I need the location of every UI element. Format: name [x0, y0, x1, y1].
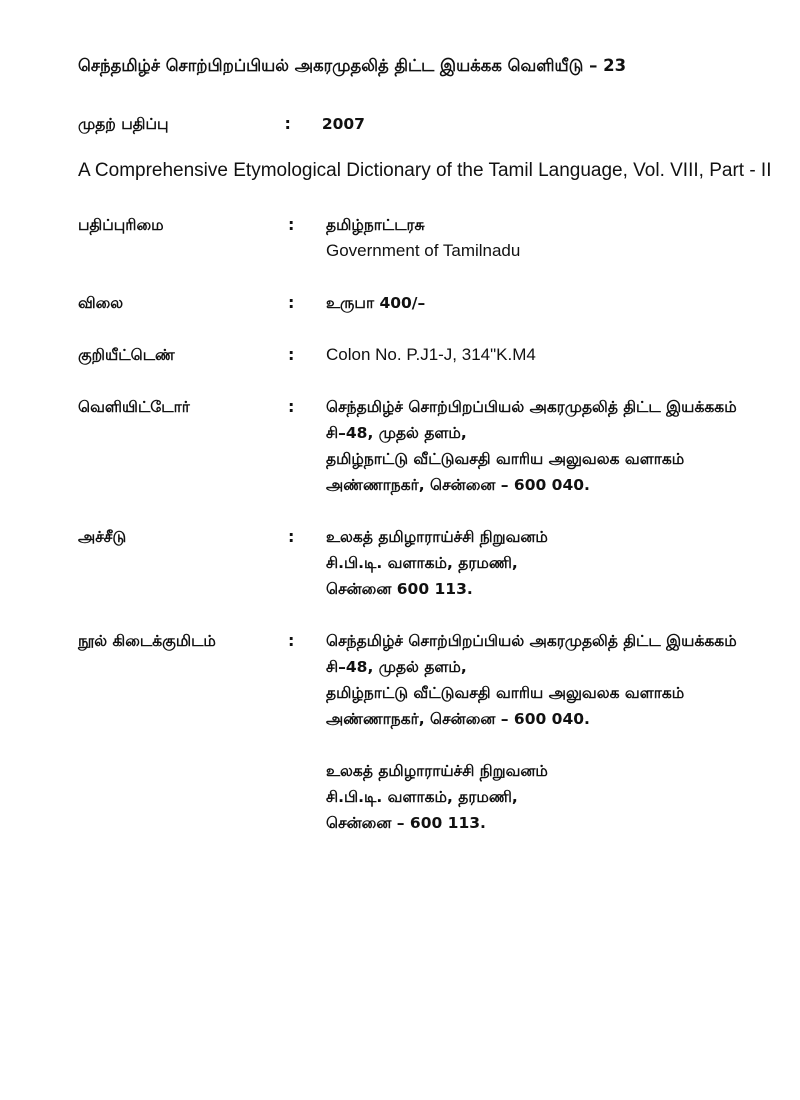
copyright-line-tamil: தமிழ்நாட்டரசு: [326, 216, 425, 234]
edition-label: முதற் பதிப்பு: [78, 115, 169, 133]
publisher-colon: :: [288, 397, 295, 416]
spacer: [326, 732, 790, 758]
address-line: அண்ணாநகர், சென்னை – 600 040.: [326, 710, 590, 728]
edition-value: 2007: [321, 115, 365, 133]
copyright-colon: :: [288, 215, 295, 234]
spacer: [78, 316, 790, 342]
printer-label: அச்சீடு: [78, 528, 127, 546]
availability-addresses: [326, 628, 790, 836]
address-line: உலகத் தமிழாராய்ச்சி நிறுவனம்: [326, 528, 548, 546]
address-line: சி.பி.டி. வளாகம், தரமணி,: [326, 554, 518, 572]
address-line: உலகத் தமிழாராய்ச்சி நிறுவனம்: [326, 762, 548, 780]
price-row: [78, 290, 790, 316]
printer-address: [326, 524, 790, 602]
availability-row: [78, 628, 790, 836]
series-line: செந்தமிழ்ச் சொற்பிறப்பியல் அகரமுதலித் திட்ட இயக்கக வெளியீடு – 23: [78, 56, 627, 75]
address-line: சி–48, முதல் தளம்,: [326, 424, 467, 442]
copyright-line-english: Government of Tamilnadu: [326, 241, 521, 260]
copyright-row: [78, 212, 790, 264]
printer-colon: :: [288, 527, 295, 546]
classification-colon: :: [288, 345, 295, 364]
copyright-value: [326, 212, 790, 264]
edition-colon: :: [284, 114, 291, 133]
address-line: அண்ணாநகர், சென்னை – 600 040.: [326, 476, 590, 494]
english-title: A Comprehensive Etymological Dictionary of the Tamil Language, Vol. VIII, Part - II: [78, 160, 772, 181]
copyright-label: பதிப்புரிமை: [78, 216, 164, 234]
publisher-address: [326, 394, 790, 498]
address-line: சென்னை – 600 113.: [326, 814, 486, 832]
publisher-label: வெளியிட்டோர்: [78, 398, 190, 416]
price-colon: :: [288, 293, 295, 312]
address-line: செந்தமிழ்ச் சொற்பிறப்பியல் அகரமுதலித் திட்ட இயக்ககம்: [326, 632, 737, 650]
address-line: தமிழ்நாட்டு வீட்டுவசதி வாரிய அலுவலக வளாகம்: [326, 684, 685, 702]
publisher-row: [78, 394, 790, 498]
address-line: சி–48, முதல் தளம்,: [326, 658, 467, 676]
spacer: [78, 602, 790, 628]
classification-row: [78, 342, 790, 368]
classification-label: குறியீட்டெண்: [78, 346, 175, 364]
address-line: சென்னை 600 113.: [326, 580, 473, 598]
availability-label: நூல் கிடைக்குமிடம்: [78, 632, 216, 650]
availability-colon: :: [288, 631, 295, 650]
edition-row: [78, 114, 778, 134]
spacer: [78, 264, 790, 290]
address-line: சி.பி.டி. வளாகம், தரமணி,: [326, 788, 518, 806]
address-line: தமிழ்நாட்டு வீட்டுவசதி வாரிய அலுவலக வளாகம்: [326, 450, 685, 468]
spacer: [78, 368, 790, 394]
imprint-details: [78, 212, 790, 836]
classification-value: Colon No. P.J1-J, 314"K.M4: [326, 345, 536, 364]
address-line: செந்தமிழ்ச் சொற்பிறப்பியல் அகரமுதலித் திட்ட இயக்ககம்: [326, 398, 737, 416]
price-label: விலை: [78, 294, 124, 312]
price-value: உருபா 400/–: [326, 294, 426, 312]
spacer: [78, 498, 790, 524]
printer-row: [78, 524, 790, 602]
